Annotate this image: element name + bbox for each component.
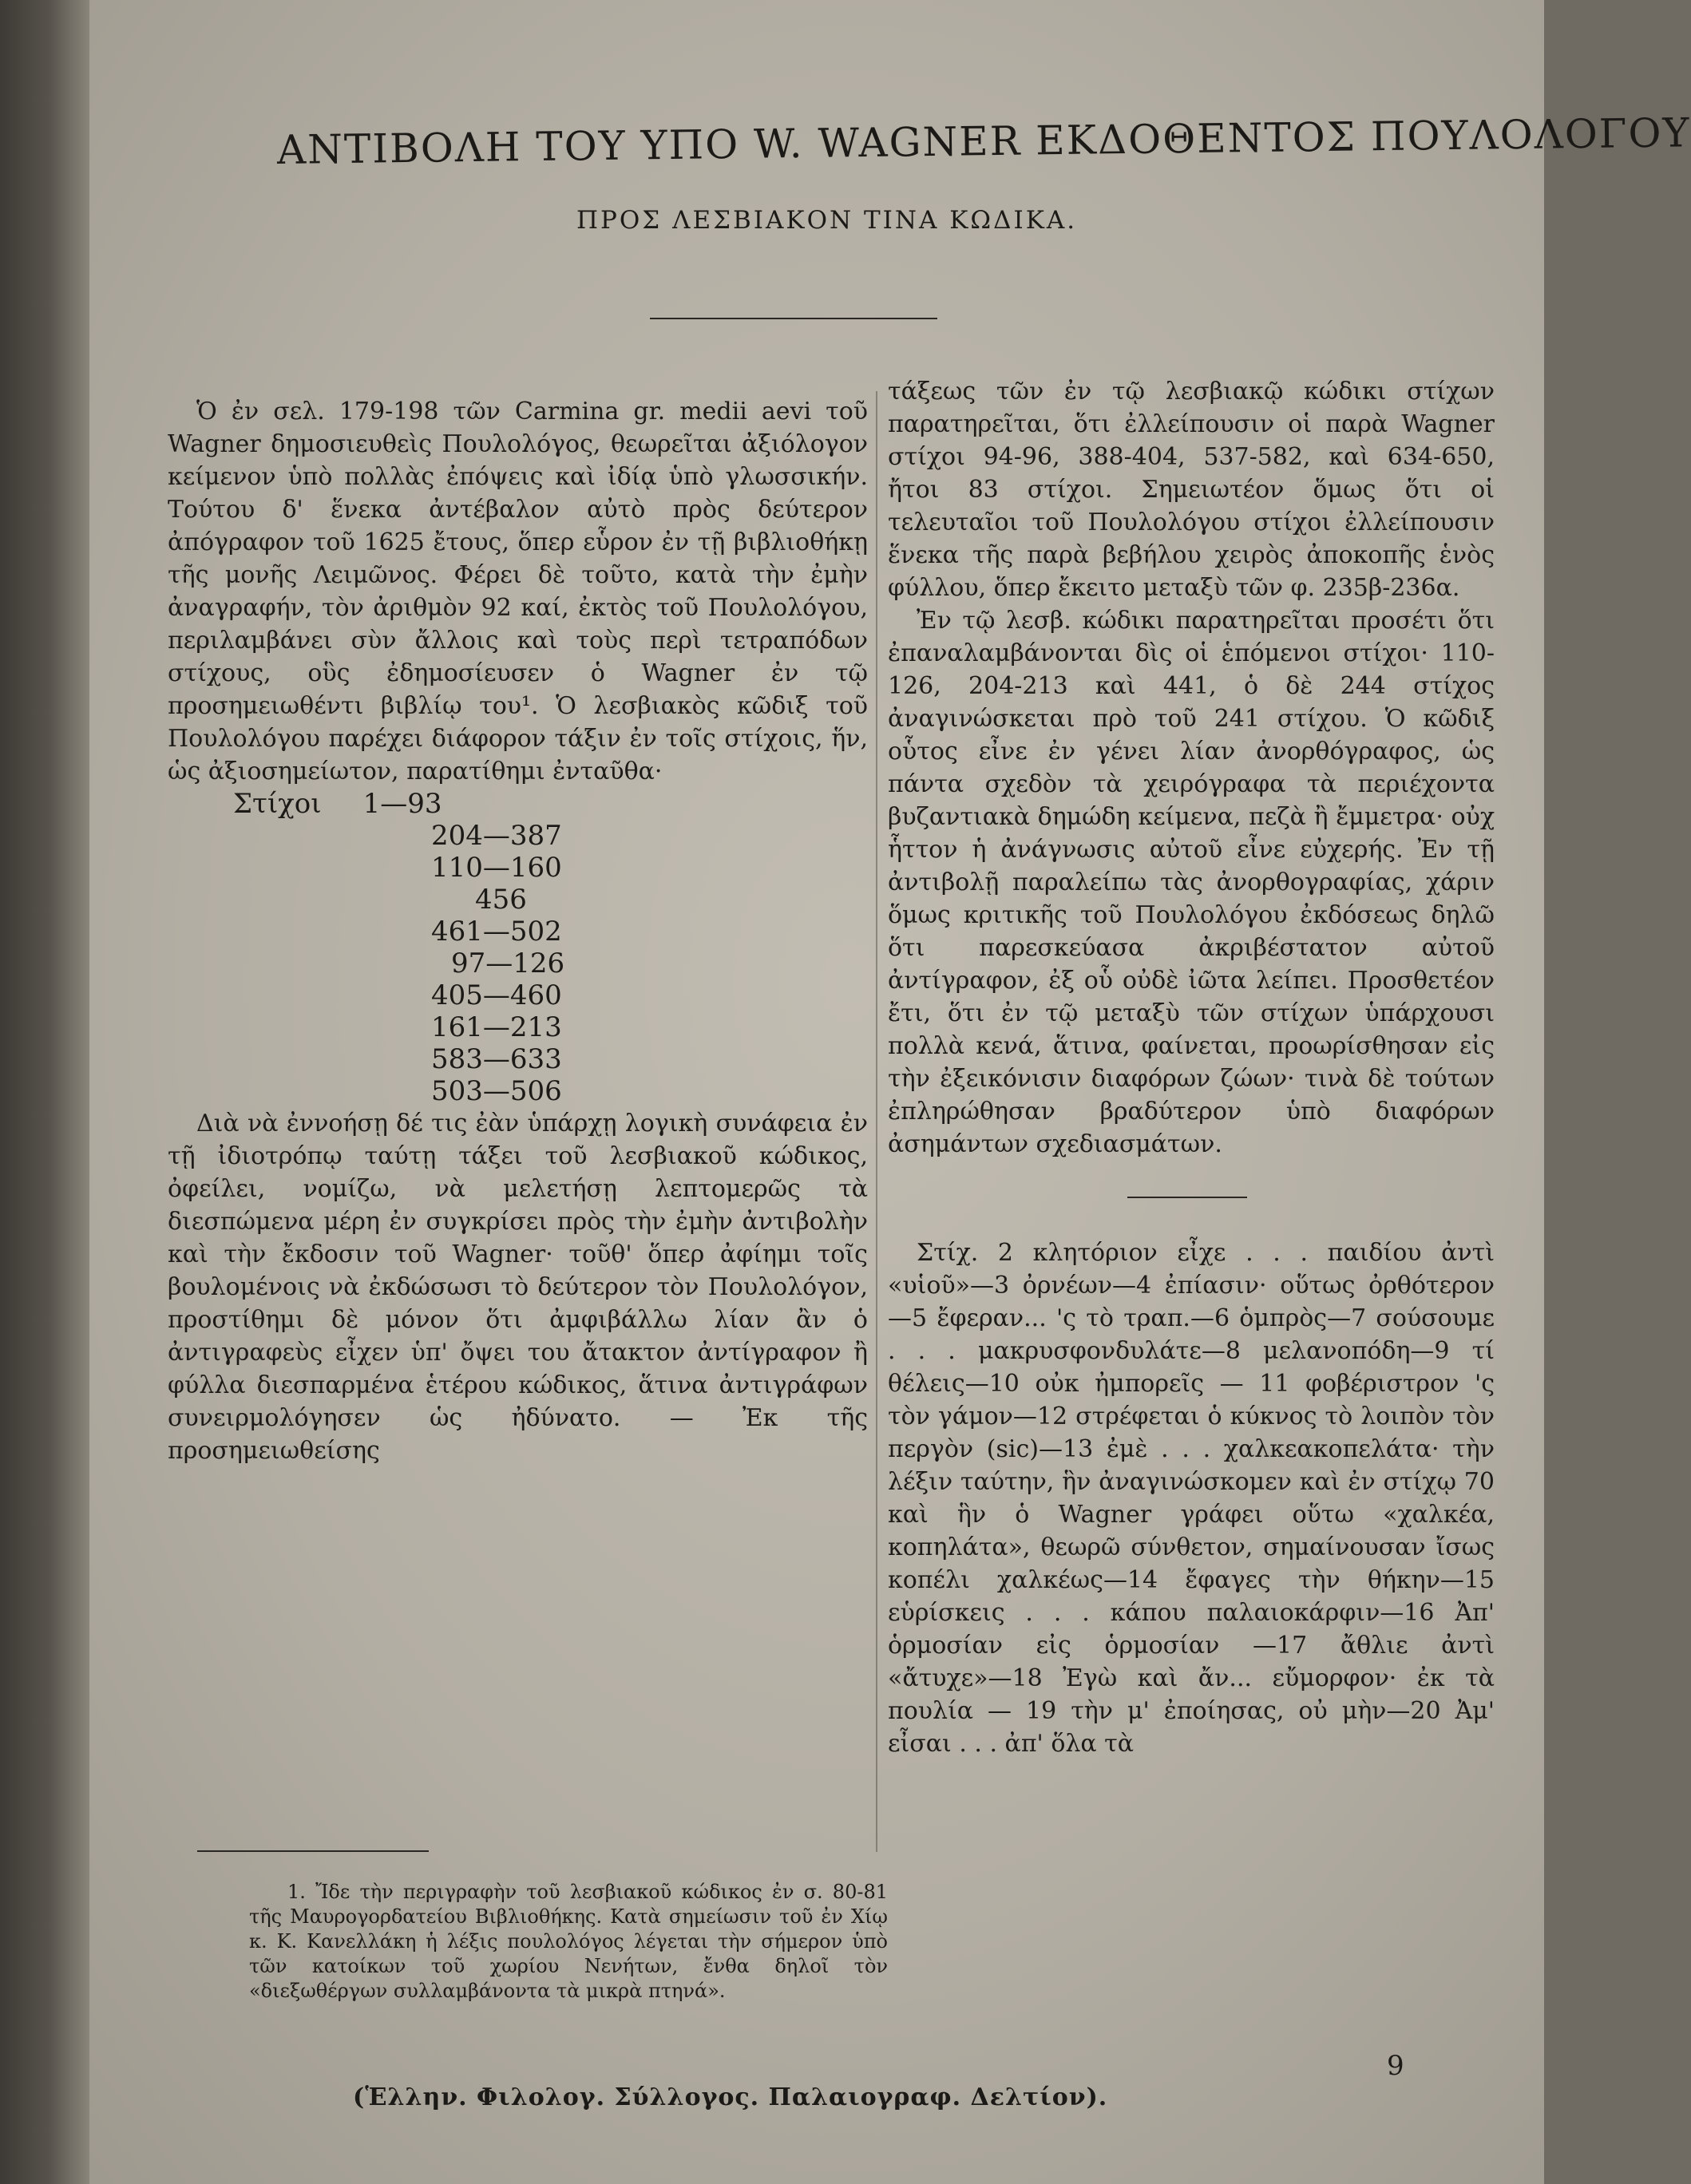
book-spine-shadow xyxy=(0,0,89,2184)
right-paragraph-2: Ἐν τῷ λεσβ. κώδικι παρατηρεῖται προσέτι ὅτι ἐπαναλαμβάνονται δὶς οἱ ἑπόμενοι στίχοι· 110-126, 204-213 καὶ 441, ὁ δὲ 244 στίχος ἀναγινώσκεται πρὸ τοῦ 241 στίχου. Ὁ κῶδιξ οὗτος εἶνε ἐν γένει λίαν ἀνορθόγραφος, ὡς πάντα σχεδὸν τὰ χειρόγραφα τὰ περιέχοντα βυζαντιακὰ δημώδη κείμενα, πεζὰ ἢ ἔμμετρα· οὐχ ἧττον ἡ ἀνάγνωσις αὐτοῦ εἶνε εὐχερής. Ἐν τῇ ἀντιβολῇ παραλείπω τὰς ἀνορθογραφίας, χάριν ὅμως κριτικῆς τοῦ Πουλολόγου ἐκδόσεως δηλῶ ὅτι παρεσκεύασα ἀκριβέστατον αὐτοῦ ἀντίγραφον, ἐξ οὗ οὐδὲ ἰῶτα λείπει. Προσθετέον ἔτι, ὅτι ἐν τῷ μεταξὺ τῶν στίχων ὑπάρχουσι πολλὰ κενά, ἅτινα, φαίνεται, προωρίσθησαν εἰς τὴν ἐξεικόνισιν διαφόρων ζώων· τινὰ δὲ τούτων ἐπληρώθησαν βραδύτερον ὑπὸ διαφόρων ἀσημάντων σχεδιασμάτων. xyxy=(888,607,1495,1158)
verse-range: 456 xyxy=(475,884,527,916)
verse-range: 204—387 xyxy=(431,820,562,852)
verse-range: 583—633 xyxy=(431,1043,562,1075)
footnote xyxy=(249,1880,888,2004)
footnote-text: 1. Ἴδε τὴν περιγραφὴν τοῦ λεσβιακοῦ κώδικος ἐν σ. 80-81 τῆς Μαυρογορδατείου Βιβλιοθήκης. Κατὰ σημείωσιν τοῦ ἐν Χίῳ κ. Κ. Κανελλάκη ἡ λέξις πουλολόγος λέγεται τὴν σήμερον ὑπὸ τῶν κατοίκων τοῦ χωρίου Νενήτων, ἔνθα δηλοῖ τὸν «διεξωθέργων συλλαμβάνοντα τὰ μικρὰ πτηνά». xyxy=(249,1881,888,2002)
verse-range: 405—460 xyxy=(431,979,562,1011)
verse-range: 1—93 xyxy=(362,788,442,820)
publication-footer: (Ἑλλην. Φιλολογ. Σύλλογος. Παλαιογραφ. Δελτίον). xyxy=(353,2083,1108,2111)
right-paragraph-1: τάξεως τῶν ἐν τῷ λεσβιακῷ κώδικι στίχων παρατηρεῖται, ὅτι ἐλλείπουσιν οἱ παρὰ Wagner στίχοι 94-96, 388-404, 537-582, καὶ 634-650, ἤτοι 83 στίχοι. Σημειωτέον ὅμως ὅτι οἱ τελευταῖοι τοῦ Πουλολόγου στίχοι ἐλλείπουσιν ἕνεκα τῆς παρὰ βεβήλου χειρὸς ἀποκοπῆς ἑνὸς φύλλου, ὅπερ ἔκειτο μεταξὺ τῶν φ. 235β-236α. xyxy=(888,378,1495,602)
page-title: ΑΝΤΙΒΟΛΗ ΤΟΥ ΥΠΟ W. WAGNER ΕΚΔΟΘΕΝΤΟΣ ΠΟΥΛΟΛΟΓΟΥ xyxy=(276,109,1691,173)
left-column xyxy=(168,395,868,1467)
verses-label: Στίχοι xyxy=(233,788,322,820)
verse-range: 503—506 xyxy=(431,1075,562,1107)
right-paragraph-3: Στίχ. 2 κλητόριον εἶχε . . . παιδίου ἀντὶ «υἱοῦ»—3 ὀρνέων—4 ἐπίασιν· οὕτως ὀρθότερον —5 ἔφεραν... 'ς τὸ τραπ.—6 ὁμπρὸς—7 σούσουμε . . . μακρυσφονδυλάτε—8 μελανοπόδη—9 τί θέλεις—10 οὐκ ἠμπορεῖς — 11 φοβέριστρον 'ς τὸν γάμον—12 στρέφεται ὁ κύκνος τὸ λοιπὸν τὸν περγὸν (sic)—13 ἐμὲ . . . χαλκεακοπελάτα· τὴν λέξιν ταύτην, ἣν ἀναγινώσκομεν καὶ ἐν στίχῳ 70 καὶ ἣν ὁ Wagner γράφει οὕτω «χαλκέα, κοπηλάτα», θεωρῶ σύνθετον, σημαίνουσαν ἴσως κοπέλι χαλκέως—14 ἔφαγες τὴν θήκην—15 εὑρίσκεις . . . κάπου παλαιοκάρφιν—16 Ἀπ' ὁρμοσίαν εἰς ὁρμοσίαν —17 ἄθλιε ἀντὶ «ἄτυχε»—18 Ἐγὼ καὶ ἄν... εὔμορφον· ἐκ τὰ πουλία — 19 τὴν μ' ἐποίησας, οὐ μὴν—20 Ἀμ' εἶσαι . . . ἀπ' ὅλα τὰ xyxy=(888,1239,1495,1758)
right-column xyxy=(888,375,1495,1760)
verse-order-list xyxy=(168,788,868,1107)
verse-range: 161—213 xyxy=(431,1011,562,1043)
page-number: 9 xyxy=(1387,2050,1404,2082)
page-subtitle: ΠΡΟΣ ΛΕΣΒΙΑΚΟΝ ΤΙΝΑ ΚΩΔΙΚΑ. xyxy=(576,206,1078,235)
footnote-rule xyxy=(197,1850,429,1852)
verse-range: 110—160 xyxy=(431,852,562,884)
page-body xyxy=(89,0,1691,2184)
left-paragraph-1: Ὁ ἐν σελ. 179-198 τῶν Carmina gr. medii aevi τοῦ Wagner δημοσιευθεὶς Πουλολόγος, θεωρεῖται ἀξιόλογον κείμενον ὑπὸ πολλὰς ἐπόψεις καὶ ἰδίᾳ ὑπὸ γλωσσικήν. Τούτου δ' ἕνεκα ἀντέβαλον αὐτὸ πρὸς δεύτερον ἀπόγραφον τοῦ 1625 ἔτους, ὅπερ εὗρον ἐν τῇ βιβλιοθήκῃ τῆς μονῆς Λειμῶνος. Φέρει δὲ τοῦτο, κατὰ τὴν ἐμὴν ἀναγραφήν, τὸν ἀριθμὸν 92 καί, ἐκτὸς τοῦ Πουλολόγου, περιλαμβάνει σὺν ἄλλοις καὶ τοὺς περὶ τετραπόδων στίχους, οὓς ἐδημοσίευσεν ὁ Wagner ἐν τῷ προσημειωθέντι βιβλίῳ του¹. Ὁ λεσβιακὸς κῶδιξ τοῦ Πουλολόγου παρέχει διάφορον τάξιν ἐν τοῖς στίχοις, ἥν, ὡς ἀξιοσημείωτον, παρατίθημι ἐνταῦθα· xyxy=(168,398,868,785)
left-paragraph-2: Διὰ νὰ ἐννοήσῃ δέ τις ἐὰν ὑπάρχῃ λογικὴ συνάφεια ἐν τῇ ἰδιοτρόπῳ ταύτῃ τάξει τοῦ λεσβιακοῦ κώδικος, ὀφείλει, νομίζω, νὰ μελετήσῃ λεπτομερῶς τὰ διεσπώμενα μέρη ἐν συγκρίσει πρὸς τὴν ἐμὴν ἀντιβολὴν καὶ τὴν ἔκδοσιν τοῦ Wagner· τοῦθ' ὅπερ ἀφίημι τοῖς βουλομένοις νὰ ἐκδώσωσι τὸ δεύτερον τὸν Πουλολόγον, προστίθημι δὲ μόνον ὅτι ἀμφιβάλλω λίαν ἂν ὁ ἀντιγραφεὺς εἶχεν ὑπ' ὄψει του ἄτακτον ἀντίγραφον ἢ φύλλα διεσπαρμένα ἑτέρου κώδικος, ἅτινα ἀντιγράφων συνειρμολόγησεν ὡς ἠδύνατο. — Ἐκ τῆς προσημειωθείσης xyxy=(168,1110,868,1465)
title-rule xyxy=(650,318,937,319)
section-rule xyxy=(1127,1197,1247,1198)
verse-range: 461—502 xyxy=(431,916,562,948)
section-separator xyxy=(888,1161,1495,1236)
column-divider xyxy=(876,391,877,1852)
verse-range: 97—126 xyxy=(451,948,565,979)
